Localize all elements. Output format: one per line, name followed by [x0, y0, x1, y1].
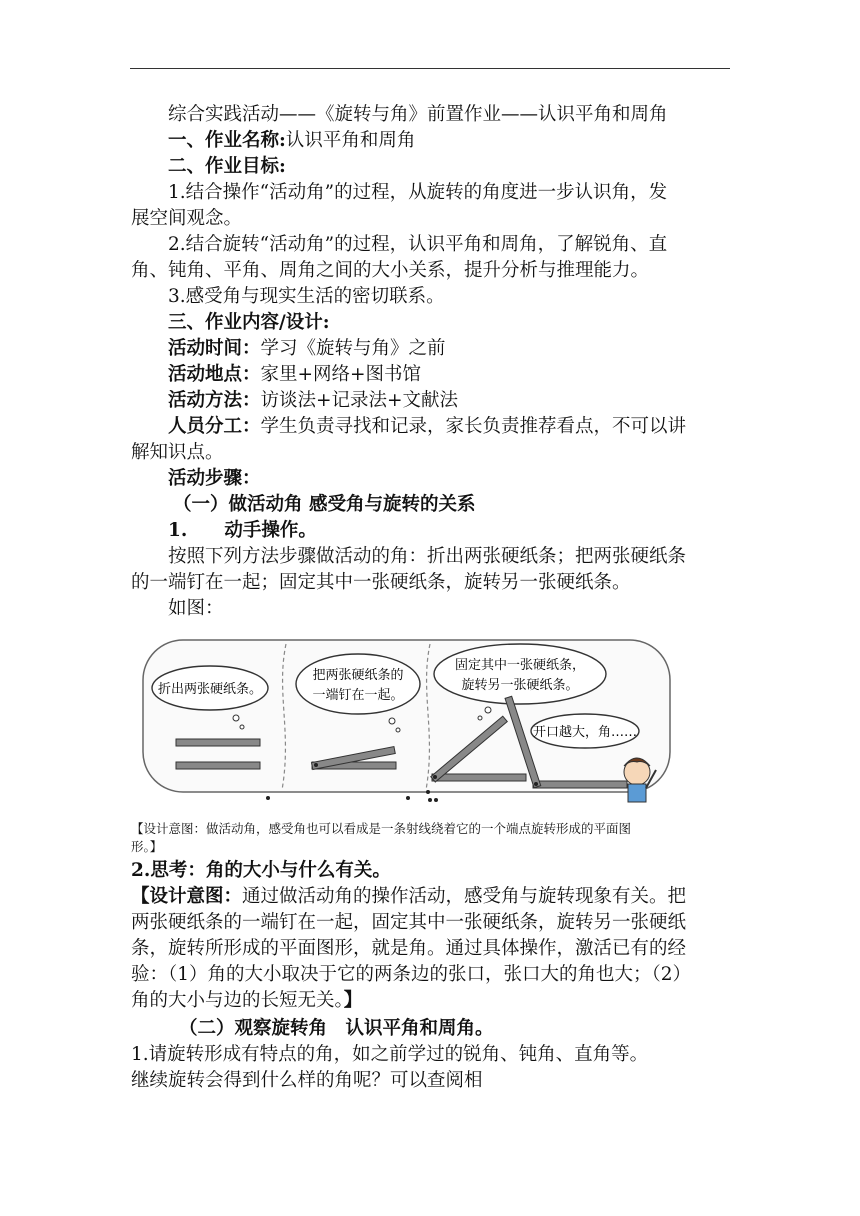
dot: [434, 798, 438, 802]
intent-2-line-d: 验：（1）角的大小取决于它的两条边的张口，张口大的角也大；（2）: [131, 964, 692, 985]
goal-2-line-b: 角、钝角、平角、周角之间的大小关系，提升分析与推理能力。: [131, 260, 650, 281]
bubble-2-text-b: 一端钉在一起。: [312, 688, 404, 703]
question-2: 继续旋转会得到什么样的角呢？可以查阅相: [131, 1070, 483, 1091]
section-1-heading: （一）做活动角 感受角与旋转的关系: [173, 494, 476, 515]
bubble-3-text-b: 旋转另一张硬纸条。: [461, 678, 579, 693]
staff-value-a: 学生负责寻找和记录，家长负责推荐看点，不可以讲: [260, 416, 687, 437]
activity-place-row: [131, 362, 768, 388]
activity-place-label: 活动地点：: [168, 364, 261, 385]
dot: [266, 796, 270, 800]
activity-method-row: [131, 388, 768, 414]
intent-2-label: 【设计意图：: [131, 886, 243, 907]
intent-1-line-a: 【设计意图：做活动角，感受角也可以看成是一条射线绕着它的一个端点旋转形成的平面图: [131, 821, 632, 836]
speech-bubble-4: [531, 714, 639, 748]
bubble-3-text-a: 固定其中一张硬纸条，: [454, 658, 586, 673]
paper-strip-1: [176, 739, 260, 746]
activity-angle-illustration: [140, 632, 680, 812]
staff-value-b: 解知识点。: [131, 442, 224, 463]
intent-2-row-e: [131, 988, 731, 1014]
angle-base-strip-2: [533, 781, 627, 788]
assignment-name-label: 一、作业名称:: [168, 130, 286, 151]
staff-row: [131, 414, 768, 440]
assignment-name-value: 认识平角和周角: [285, 130, 416, 151]
activity-time-value: 学习《旋转与角》之前: [260, 338, 446, 359]
pin-dot: [534, 782, 538, 786]
bubble-1-text: 折出两张硬纸条。: [157, 682, 263, 697]
activity-time-row: [131, 336, 768, 362]
angle-base-strip-1: [432, 774, 526, 781]
goal-1-line-a: 1.结合操作“活动角”的过程，从旋转的角度进一步认识角，发: [168, 182, 668, 203]
steps-heading: 活动步骤：: [168, 468, 261, 489]
goals-heading: 二、作业目标:: [168, 156, 286, 177]
step-1-heading: 1. 动手操作。: [168, 520, 317, 541]
activity-place-value: 家里+网络+图书馆: [260, 364, 422, 385]
intent-2-line-e: 角的大小与边的长短无关。: [131, 990, 344, 1011]
step-1-text-a: 按照下列方法步骤做活动的角：折出两张硬纸条；把两张硬纸条: [168, 546, 687, 567]
bubble-4-text: 开口越大，角……: [532, 725, 638, 740]
pin-dot: [433, 775, 437, 779]
section-2-heading: （二）观察旋转角 认识平角和周角。: [179, 1018, 494, 1039]
as-shown-label: 如图：: [168, 598, 224, 619]
intent-2-end: 】: [343, 990, 363, 1011]
content-heading: 三、作业内容/设计:: [168, 312, 330, 333]
intent-1-line-b: 形。】: [131, 839, 163, 854]
activity-method-label: 活动方法：: [168, 390, 261, 411]
doc-title: 综合实践活动——《旋转与角》前置作业——认识平角和周角: [168, 104, 668, 125]
header-rule: [130, 68, 730, 69]
dot: [428, 798, 432, 802]
assignment-name-row: [131, 128, 768, 154]
intent-2-row-a: [131, 884, 731, 910]
intent-2-line-b: 两张硬纸条的一端钉在一起，固定其中一张硬纸条，旋转另一张硬纸: [131, 912, 687, 933]
dot: [426, 790, 430, 794]
activity-method-value: 访谈法+记录法+文献法: [260, 390, 459, 411]
pin-dot: [314, 763, 318, 767]
staff-label: 人员分工：: [168, 416, 261, 437]
goal-3: 3.感受角与现实生活的密切联系。: [168, 286, 445, 307]
dot: [406, 796, 410, 800]
think-heading: 2.思考：角的大小与什么有关。: [131, 860, 391, 881]
paper-strip-2: [176, 762, 260, 769]
bubble-2-text-a: 把两张硬纸条的: [312, 668, 404, 683]
intent-2-line-c: 条，旋转所形成的平面图形，就是角。通过具体操作，激活已有的经: [131, 938, 687, 959]
goal-2-line-a: 2.结合旋转“活动角”的过程，认识平角和周角，了解锐角、直: [168, 234, 668, 255]
question-1: 1.请旋转形成有特点的角，如之前学过的锐角、钝角、直角等。: [131, 1044, 649, 1065]
activity-time-label: 活动时间：: [168, 338, 261, 359]
intent-2-line-a: 通过做活动角的操作活动，感受角与旋转现象有关。把: [242, 886, 687, 907]
goal-1-line-b: 展空间观念。: [131, 208, 243, 229]
step-1-text-b: 的一端钉在一起；固定其中一张硬纸条，旋转另一张硬纸条。: [131, 572, 631, 593]
